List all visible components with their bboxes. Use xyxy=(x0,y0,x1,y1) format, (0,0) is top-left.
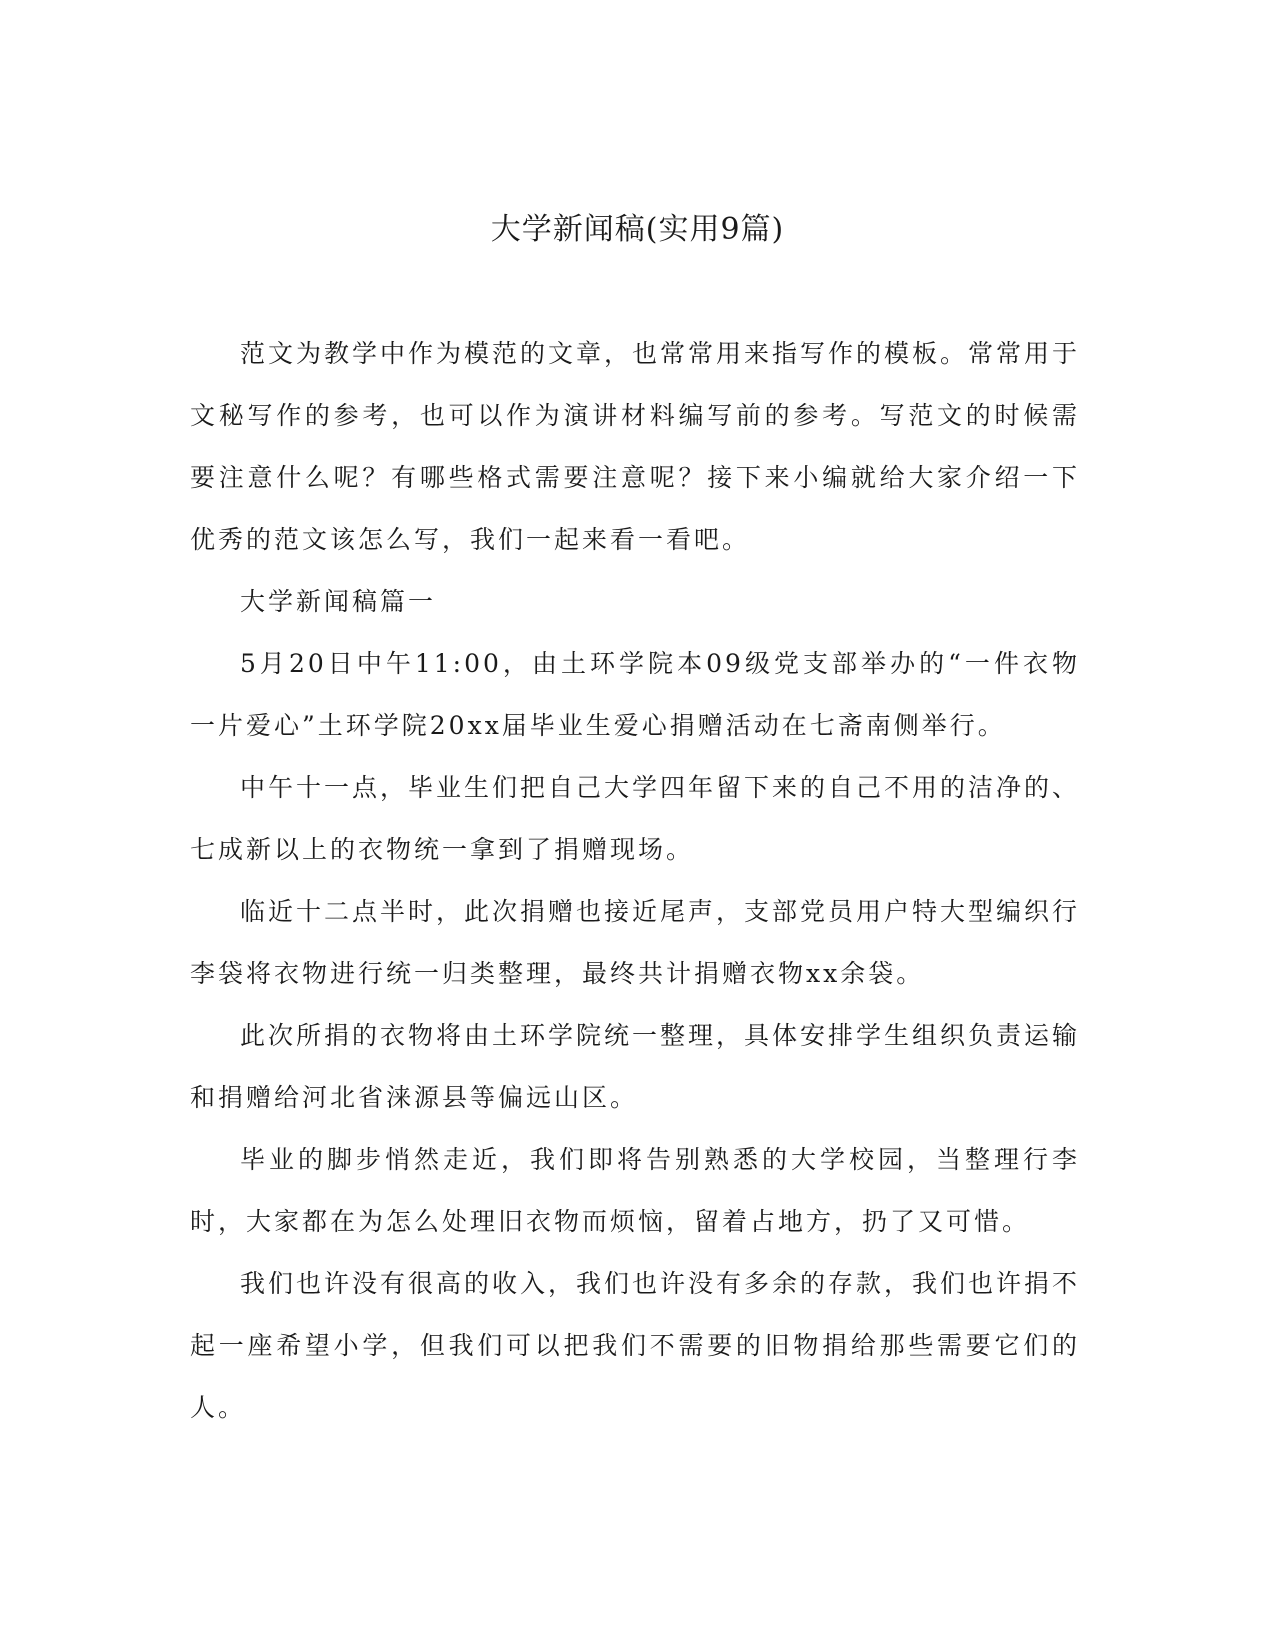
paragraph: 中午十一点，毕业生们把自己大学四年留下来的自己不用的洁净的、七成新以上的衣物统一拿到了捐赠现场。 xyxy=(190,773,1081,864)
paragraph: 5月20日中午11:00，由土环学院本09级党支部举办的“一件衣物 一片爱心”土环学院20xx届毕业生爱心捐赠活动在七斋南侧举行。 xyxy=(190,649,1080,740)
paragraph-intro: 范文为教学中作为模范的文章，也常常用来指写作的模板。常常用于文秘写作的参考，也可以作为演讲材料编写前的参考。写范文的时候需要注意什么呢？有哪些格式需要注意呢？接下来小编就给大家介绍一下优秀的范文该怎么写，我们一起来看一看吧。 xyxy=(190,339,1081,554)
paragraph: 毕业的脚步悄然走近，我们即将告别熟悉的大学校园，当整理行李时，大家都在为怎么处理旧衣物而烦恼，留着占地方，扔了又可惜。 xyxy=(190,1145,1080,1236)
paragraph: 我们也许没有很高的收入，我们也许没有多余的存款，我们也许捐不起一座希望小学，但我们可以把我们不需要的旧物捐给那些需要它们的人。 xyxy=(190,1269,1081,1422)
document-body xyxy=(190,323,1080,1439)
section-heading: 大学新闻稿篇一 xyxy=(240,587,437,616)
paragraph: 此次所捐的衣物将由土环学院统一整理，具体安排学生组织负责运输和捐赠给河北省涞源县等偏远山区。 xyxy=(190,1021,1081,1112)
paragraph: 临近十二点半时，此次捐赠也接近尾声，支部党员用户特大型编织行李袋将衣物进行统一归类整理，最终共计捐赠衣物xx余袋。 xyxy=(190,897,1081,988)
document-title: 大学新闻稿(实用9篇) xyxy=(490,212,785,247)
